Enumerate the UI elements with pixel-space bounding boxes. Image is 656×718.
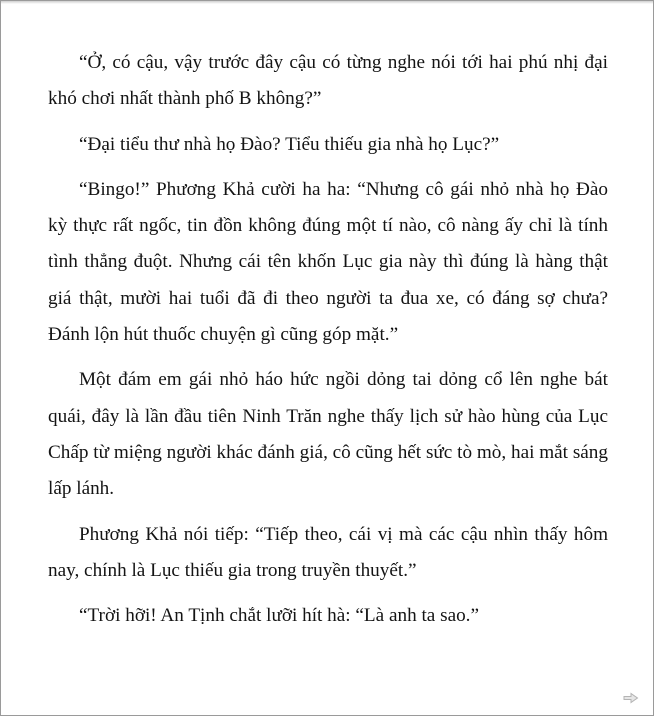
next-page-arrow-icon[interactable] <box>623 691 639 703</box>
paragraph-2: “Đại tiểu thư nhà họ Đào? Tiểu thiếu gia nhà họ Lục?” <box>79 133 500 155</box>
paragraph-1: “Ở, có cậu, vậy trước đây cậu có từng nghe nói tới hai phú nhị đại khó chơi nhất thành phố B không?” <box>48 52 608 110</box>
page-top-shadow <box>1 1 653 4</box>
paragraph-6: “Trời hỡi! An Tịnh chắt lưỡi hít hà: “Là anh ta sao.” <box>79 605 479 627</box>
paragraph-4: Một đám em gái nhỏ háo hức ngồi dỏng tai dỏng cổ lên nghe bát quái, đây là lần đầu tiên Ninh Trăn nghe thấy lịch sử hào hùng của Lục Chấp từ miệng người khác đánh giá, cô cũng hết sức tò mò, hai mắt sáng lấp lánh. <box>48 369 608 500</box>
document-body <box>48 45 608 643</box>
paragraph-3: “Bingo!” Phương Khả cười ha ha: “Nhưng cô gái nhỏ nhà họ Đào kỳ thực rất ngốc, tin đồn không đúng một tí nào, cô nàng ấy chỉ là tính tình thẳng đuột. Nhưng cái tên khốn Lục gia này thì đúng là hàng thật giá thật, mười hai tuổi đã đi theo người ta đua xe, có đáng sợ chưa? Đánh lộn hút thuốc chuyện gì cũng góp mặt.” <box>48 178 608 346</box>
paragraph-5: Phương Khả nói tiếp: “Tiếp theo, cái vị mà các cậu nhìn thấy hôm nay, chính là Lục thiếu gia trong truyền thuyết.” <box>48 523 608 581</box>
arrow-right-icon <box>623 692 639 704</box>
